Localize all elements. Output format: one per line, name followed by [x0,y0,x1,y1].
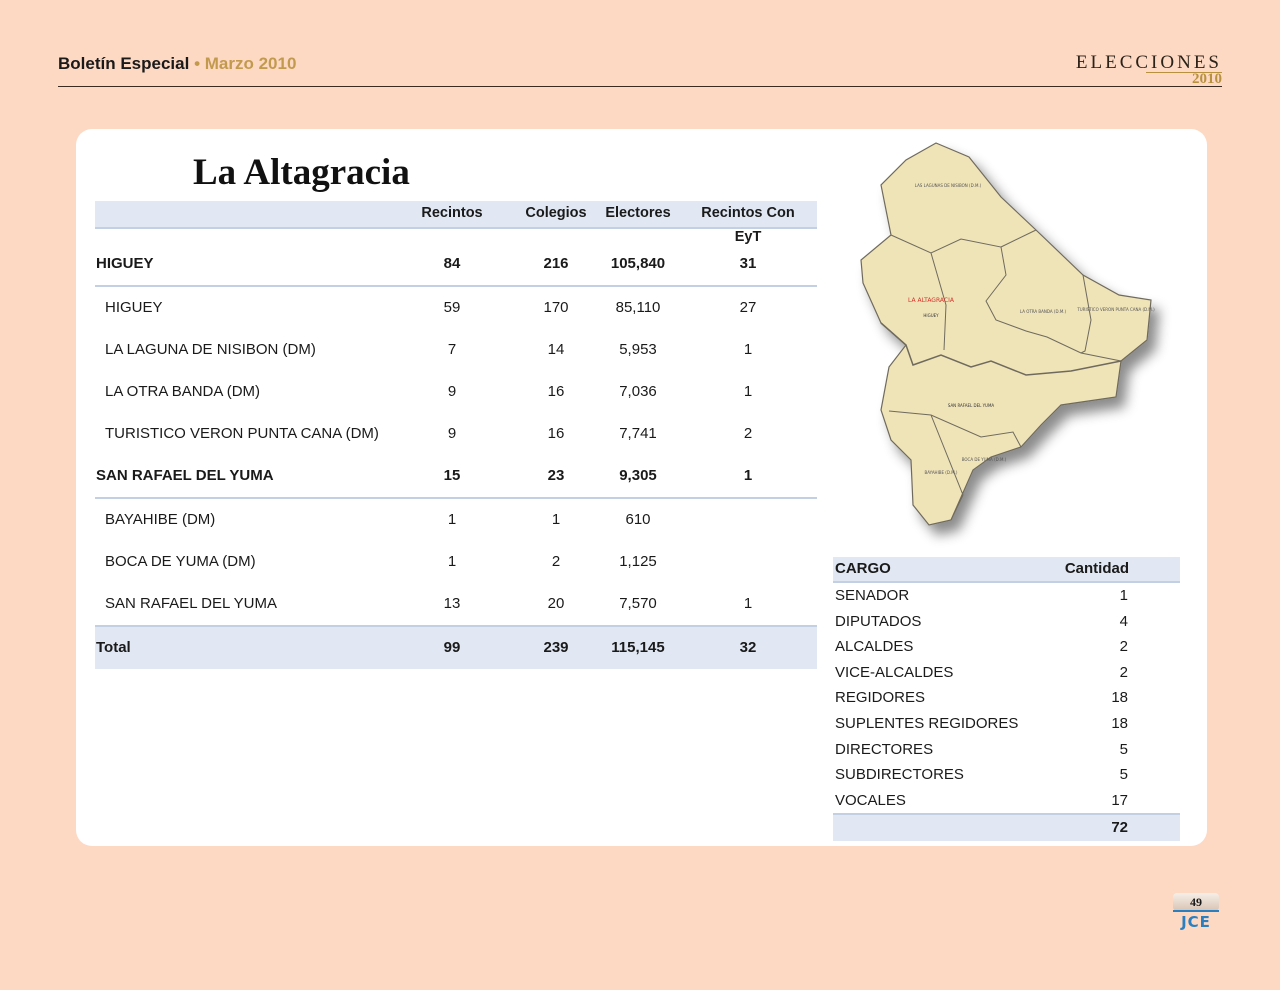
cell: 85,110 [615,299,661,316]
cargo-label: DIRECTORES [835,740,934,758]
cell: 9,305 [619,467,657,484]
map-label-san-rafael: SAN RAFAEL DEL YUMA [947,403,995,408]
cell: 16 [547,425,565,442]
cell: 105,840 [610,255,666,272]
electoral-table [95,201,817,669]
cell: 13 [443,595,461,612]
cargo-label: SENADOR [835,587,910,604]
map-label-altagracia: LA ALTAGRACIA [908,297,954,304]
elecciones-logo [1076,54,1222,85]
row-name: BOCA DE YUMA (DM) [105,553,256,570]
cargo-row [833,660,1180,686]
cargo-total-row [833,813,1180,841]
cell: 7 [447,341,457,358]
cell: 99 [443,639,461,656]
row-name: HIGUEY [96,255,154,272]
cell: 59 [443,299,461,316]
cell: 32 [739,639,757,656]
cargo-label: VICE-ALCALDES [835,663,954,681]
page-header [58,50,1222,87]
cargo-value: 18 [1111,689,1128,707]
cell: 239 [543,639,569,656]
cell: 9 [447,383,457,400]
province-outline [861,143,1151,525]
cell: 16 [547,383,565,400]
bulletin-name: Boletín Especial [58,54,190,73]
cargo-value: 18 [1111,714,1128,732]
bulletin-date: Marzo 2010 [204,54,297,73]
page-footer-badge [1173,893,1219,933]
cell: 1 [743,383,753,400]
cargo-label: SUPLENTES REGIDORES [835,714,1019,732]
row-name: SAN RAFAEL DEL YUMA [105,595,278,612]
cargo-total: 72 [1111,819,1128,837]
cell: 15 [443,467,461,484]
col-electores: Electores [605,205,671,221]
table-row [95,287,817,329]
table-row [95,243,817,287]
cell: 216 [543,255,569,272]
cell: 1 [447,511,457,528]
cargo-row [833,583,1180,609]
cargo-value: 5 [1119,740,1128,758]
cargo-label: VOCALES [835,791,906,809]
logo-year: 2010 [1146,72,1222,85]
cargo-label: DIPUTADOS [835,612,922,630]
cell: 2 [551,553,561,570]
map-label-turistico: TURISTICO VERON PUNTA CANA (D.M.) [1077,307,1155,312]
cell: 14 [547,341,565,358]
cell: 5,953 [619,341,657,358]
cargo-value: 1 [1119,587,1128,604]
row-name: LA LAGUNA DE NISIBON (DM) [105,341,316,358]
cell: 31 [739,255,757,272]
table-row [95,371,817,413]
map-label-bayahibe: BAYAHIBE (D.M.) [924,470,958,475]
cargo-value: 2 [1119,663,1128,681]
map-label-higuey: HIGUEY [923,313,939,318]
cell: 1,125 [619,553,657,570]
cell: 610 [625,511,651,528]
map-label-otra-banda: LA OTRA BANDA (D.M.) [1019,309,1067,314]
cargo-value: 5 [1119,766,1128,784]
cell: 84 [443,255,461,272]
logo-word: ELECCIONES [1075,52,1222,73]
cell: 1 [743,467,753,484]
cargo-label: ALCALDES [835,638,914,656]
cargo-label: REGIDORES [835,689,926,707]
cell: 1 [447,553,457,570]
cargo-row [833,762,1180,788]
cell: 7,570 [619,595,657,612]
content-card [76,129,1207,846]
row-name: TURISTICO VERON PUNTA CANA (DM) [105,425,379,442]
map-label-boca-yuma: BOCA DE YUMA (D.M.) [961,457,1007,462]
cell: 20 [547,595,565,612]
row-name: HIGUEY [105,299,163,316]
cell: 7,036 [619,383,657,400]
cargo-row [833,711,1180,737]
cargo-value: 2 [1119,638,1128,656]
cell: 27 [739,299,757,316]
total-row [95,625,817,669]
table-header [95,201,817,245]
logo-divider [1173,910,1219,912]
jce-logo: JCE [1181,913,1211,931]
cell: 1 [743,341,753,358]
cargo-col-label: CARGO [835,560,891,577]
map-label-laguna: LAS LAGUNAS DE NISIBON (D.M.) [914,183,982,188]
bulletin-title [58,54,296,74]
province-map [851,135,1191,555]
table-row [95,541,817,583]
table-row [95,583,817,625]
row-name: SAN RAFAEL DEL YUMA [96,467,274,484]
page-number: 49 [1173,893,1219,911]
cargo-table [833,557,1180,841]
cargo-value: 4 [1119,612,1128,630]
cell: 23 [547,467,565,484]
table-row [95,499,817,541]
row-name: LA OTRA BANDA (DM) [105,383,261,400]
cell: 1 [743,595,753,612]
col-recintos-eyt: Recintos Con EyT [701,205,795,245]
cargo-row [833,609,1180,635]
table-row [95,455,817,499]
cell: 115,145 [611,639,665,656]
cargo-value: 17 [1111,791,1128,809]
cell: 170 [543,299,569,316]
cell: 2 [743,425,753,442]
col-colegios: Colegios [525,205,587,221]
row-name: BAYAHIBE (DM) [105,511,216,528]
page-title: La Altagracia [193,152,410,193]
cargo-row [833,634,1180,660]
col-recintos: Recintos [421,205,483,221]
total-label: Total [96,639,131,656]
table-row [95,413,817,455]
bullet-separator: • [194,54,201,73]
cell: 1 [551,511,561,528]
cargo-row [833,685,1180,711]
cargo-row [833,737,1180,763]
cargo-col-value: Cantidad [1064,560,1129,577]
cargo-label: SUBDIRECTORES [835,766,964,784]
cargo-row [833,788,1180,814]
table-row [95,329,817,371]
cargo-header [833,557,1180,583]
cell: 7,741 [619,425,657,442]
cell: 9 [447,425,457,442]
